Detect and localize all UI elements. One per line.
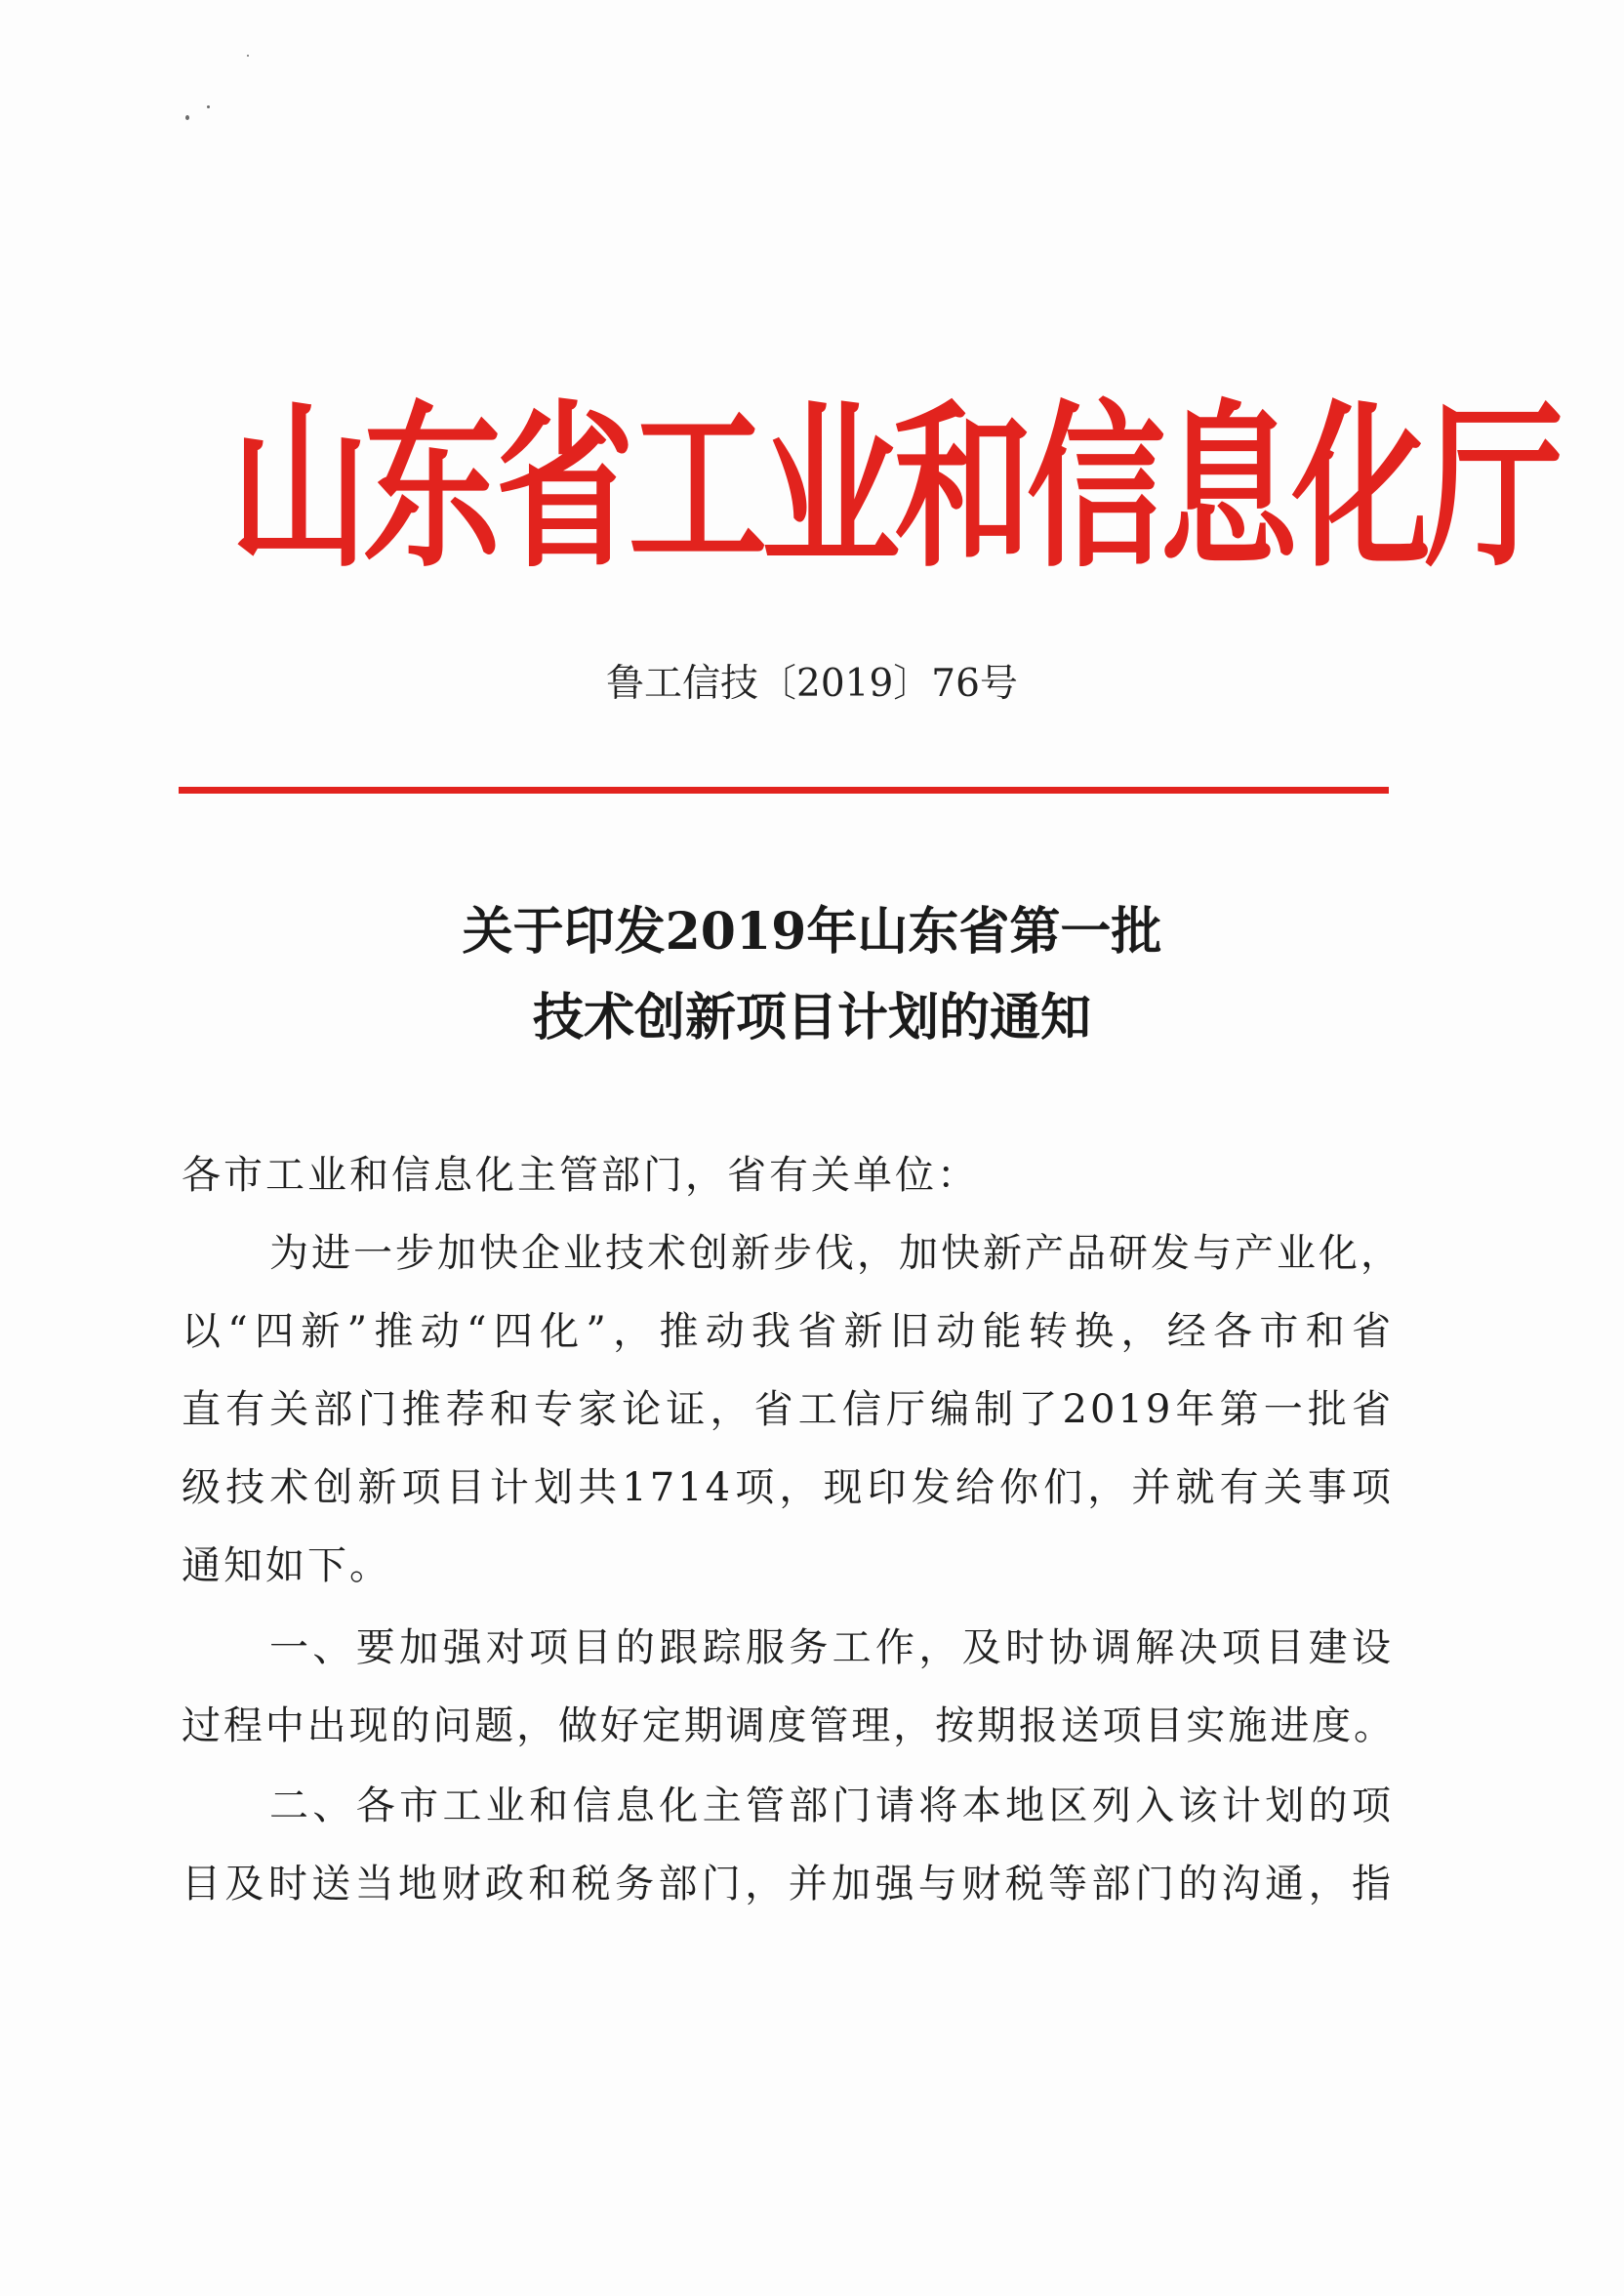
paragraph-line: 为进一步加快企业技术创新步伐，加快新产品研发与产业化， bbox=[269, 1231, 1402, 1276]
paragraph-line: 以“四新”推动“四化”，推动我省新旧动能转换，经各市和省 bbox=[182, 1309, 1394, 1354]
scan-speck bbox=[185, 115, 189, 120]
paragraph-line: 过程中出现的问题，做好定期调度管理，按期报送项目实施进度。 bbox=[182, 1703, 1394, 1748]
paragraph-line: 直有关部门推荐和专家论证，省工信厅编制了2019年第一批省 bbox=[182, 1387, 1394, 1432]
paragraph-line: 一、要加强对项目的跟踪服务工作，及时协调解决项目建设 bbox=[269, 1625, 1394, 1670]
paragraph-line: 级技术创新项目计划共1714项，现印发给你们，并就有关事项 bbox=[182, 1465, 1394, 1510]
paragraph-line: 二、各市工业和信息化主管部门请将本地区列入该计划的项 bbox=[269, 1784, 1394, 1828]
document-title-line-1: 关于印发2019年山东省第一批 bbox=[462, 902, 1162, 962]
document-number bbox=[0, 660, 1624, 709]
salutation: 各市工业和信息化主管部门，省有关单位： bbox=[182, 1153, 979, 1198]
scan-speck bbox=[207, 105, 210, 108]
red-divider-line bbox=[179, 787, 1389, 794]
paragraph-line: 目及时送当地财政和税务部门，并加强与财税等部门的沟通，指 bbox=[182, 1862, 1394, 1906]
document-number-text: 鲁工信技〔2019〕76号 bbox=[606, 662, 1018, 706]
document-title-line-2: 技术创新项目计划的通知 bbox=[532, 988, 1091, 1047]
paragraph-line: 通知如下。 bbox=[182, 1543, 391, 1588]
scan-speck bbox=[247, 55, 249, 57]
masthead-title: 山东省工业和信息化厅 bbox=[230, 384, 1558, 593]
